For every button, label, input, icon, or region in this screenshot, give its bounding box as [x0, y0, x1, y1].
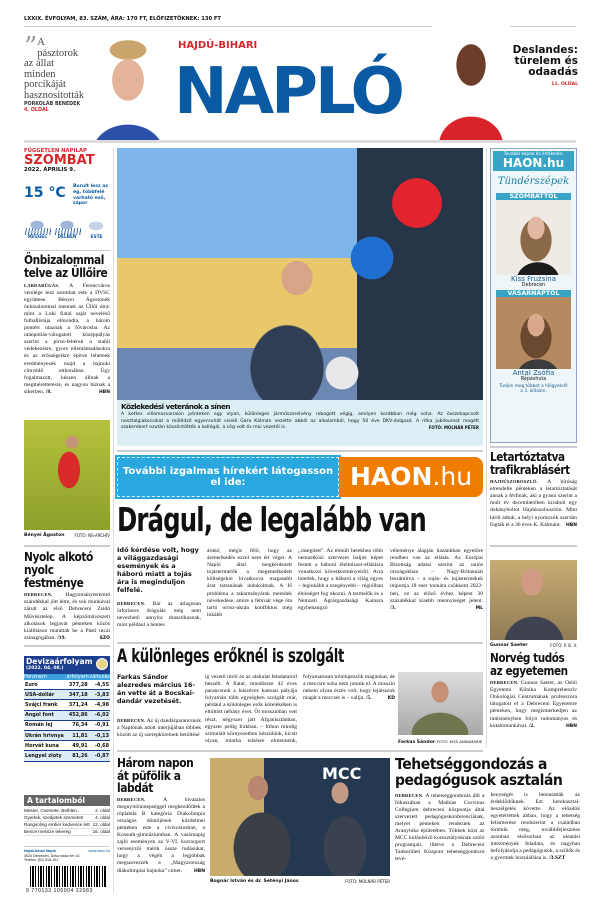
cloud-icon — [83, 217, 110, 235]
lead-body-col: áruké, mégis félő, hogy az áremelkedés ezzel nem ért véget. A Napló által megkérdezett tojástermelők a megemelkedett költségekre hivatkozva magasabb árat tartanának indokoltnak. A fő probléma a takarmányárak meredek növekedése, amire a február vége óta tartó orosz-ukrán konfliktus még inkább — [207, 548, 292, 618]
fx-cell: 81,26 — [72, 752, 88, 759]
contents-title: A tartalomból — [24, 795, 110, 806]
fx-cell: Euró — [25, 681, 38, 688]
date: 2022. ÁPRILIS 9. — [24, 167, 76, 173]
fx-cell: 76,34 — [72, 722, 88, 729]
teaser-headline[interactable]: Deslandes: türelem és odaadás — [512, 44, 578, 78]
promo-sat-label: SZOMBATTÓL — [496, 193, 571, 200]
fx-cell: USA-dollár — [25, 691, 55, 698]
promo-photo-kiss-fruzsina — [496, 200, 571, 275]
lead-headline[interactable]: Drágul, de legalább van — [117, 500, 426, 539]
fx-cell: 49,91 — [72, 742, 88, 749]
main-photo-tram-veteran — [117, 148, 483, 400]
contents-item-page: 4. oldal — [95, 815, 110, 820]
special-standfirst: Farkas Sándor alezredes március 16-án vette át a Bocskai-dandár vezetését. — [117, 674, 196, 705]
fx-row — [24, 690, 110, 700]
rain-cloud-icon — [24, 217, 51, 235]
main-photo-caption-box — [117, 400, 483, 446]
fx-cell: -0,87 — [94, 752, 109, 759]
publisher-address: 4024 Debrecen, Dósa nádor tér 10. — [24, 853, 81, 858]
lead-standfirst: Idő kérdése volt, hogy a világgazdasági események és a háború miatt a tojás ára is meginduljon felfelé. — [117, 546, 199, 594]
masthead-region: HAJDÚ-BIHARI — [178, 40, 258, 51]
article-body: DEBRECEN. Hagyományteremtő szándékkal jött létre, és sok munkával zárult az első Debreceni Zsidó Művésztelep. A képzőművészeti alkotások legjavát pénteken közös kiállításon mutatták be a Pásti utcai zsinagógában. /19. SZO — [24, 592, 110, 641]
coin-icon — [96, 658, 108, 670]
fx-row — [24, 710, 110, 720]
fx-cell: Horvát kuna — [25, 742, 59, 749]
lead-body-col: véleménye alapján hazánkban egyelőre rendben van az ellátás. Az Európai Bizottság adatai szerint az uniós országokban – Nagy-Britanniát leszámítva – a tojás- és tojástermékek importja 18 ezer tonnára csökkent 2022-ben, ez az előző évhez képest 30 százalékkal kisebb mennyiséget jelent. /3. ML — [390, 548, 483, 611]
photo-benyei — [24, 420, 110, 530]
fx-cell: -0,91 — [94, 722, 109, 729]
photo-farkas — [398, 672, 483, 735]
fx-cell: Lengyel zloty — [25, 752, 62, 759]
quote-page[interactable]: 4. OLDAL — [24, 108, 49, 113]
article-talent — [395, 757, 580, 864]
fx-row — [24, 741, 110, 751]
site-link[interactable]: www.haon.hu — [88, 849, 110, 853]
promo-sat-town: Debrecen — [521, 283, 546, 288]
column-header: változás — [89, 674, 110, 680]
contents-item-page: 12. oldal — [92, 822, 110, 827]
fx-cell: 377,28 — [68, 681, 88, 688]
fx-cell: Román lej — [25, 722, 53, 729]
article-body: LABDARÚGÁS. A Ferencváros vendége lesz szombat este a DVSC együttese. Bényei Ágostonék önbizalommal mennek az Üllői útra: mint a Loki fiatal saját nevelésű futballistája elmondta, a három pontért utaznak a fővárosba. Az utánpótlás-válogatott középpályás szerint a piros-fehérek a stabil védekezésre, gyors ellentámadásokra és az erősségeikre építve lehetnek eredményesek majd a bajnoki címvédő otthonában. Úgy fogalmazott, készen állnak a megmérettetésre, és nagyon bíznak a sikerben. /8. HBN — [24, 282, 111, 395]
banner-text: További izgalmas hírekért látogasson el ide: — [117, 457, 339, 497]
masthead-title: NAPLÓ — [174, 55, 402, 129]
fx-cell: -0,68 — [94, 742, 109, 749]
article-body-col: kenységét is bemutatták az érdeklődőknek. Ezt kerekasztal-beszélgetés követte. Az előadók egyetértettek abban, hogy a tehetség felismerése rendszerint a családban történik meg, továbbfejlesztése azonban elsősorban az oktatási intézmények feladata, és nagyban befolyásolja a pedagógusok, a szülők és a gyermek hozzáállása is. /3.SZT — [490, 791, 580, 862]
weather-period — [83, 217, 110, 240]
article-norveg — [490, 652, 577, 730]
fx-table — [24, 674, 110, 762]
weather-period — [54, 217, 81, 240]
haon-banner[interactable] — [117, 457, 483, 497]
column-header: Pénznem — [24, 674, 47, 680]
weather-period-label: REGGEL — [28, 235, 47, 240]
article-nyolc-alkoto — [24, 551, 110, 642]
barcode-number: 9 770133 105004 22083 — [26, 888, 93, 894]
fx-row — [24, 700, 110, 710]
lead-body-col: DEBRECEN. Bár az átlagosan ötforintos drágulás még nem nevezhető annyira drasztikusnak, mint például a hentes — [117, 601, 201, 629]
special-headline[interactable]: A különleges erőknél is szolgált — [117, 645, 344, 667]
promo-sun-town: Répáshuta — [520, 377, 547, 382]
lead-body-col: „rásegített”. Az elmúlt hetekben több nemzetközi szervezet baljós képet festett a háború élelmiszer-ellátásra vonatkozó következményeiről. Arra intettek, hogy a háború a világ egyes – leginkább a szegényebb – régióiban éhínséget fog okozni. A termelők és a Nemzeti Agrárgazdasági Kamara egybehangzó — [298, 548, 383, 611]
weather-forecast — [24, 217, 110, 240]
weather-period — [24, 217, 51, 240]
promo-sun-label: VASÁRNAPTÓL — [496, 290, 571, 297]
fx-cell: -6,02 — [94, 712, 109, 719]
rain-cloud-icon — [54, 217, 81, 235]
photo-caption: Farkas Sándor FOTÓ: KISS ANNAMARIE — [398, 739, 483, 745]
fx-cell: Ukrán hrivnya — [25, 732, 64, 739]
contents-item-title: Rangsoling ember kedvence lett — [24, 822, 90, 827]
contents-item-title: Gyertek, szedjetek szemetet! — [24, 815, 84, 820]
promo-brand: HAON.hu — [502, 156, 565, 170]
photo-caption: Bognár István és dr. Setényi János FOTÓ: MOLNÁR PÉTER — [210, 879, 390, 884]
article-volleyball — [117, 757, 205, 875]
divider — [24, 645, 110, 647]
headline[interactable]: Önbizalommal telve az Üllőire — [24, 252, 108, 280]
fx-date: (2022. 04. 08.) — [26, 666, 64, 671]
photo-caption-text: A kettes villamosvonalon pénteken egy olyan, különleges járműszerelvény robogott végig, amilyen korábban még soha. Az összekapcsolt nosztalgiakocsikat a műlődző egyenruhát viselő Gara Kálmán vezette abból az alkalomból, hogy 50 éve DKV-dolgozó. A ritka jubileumot megélt szakembert ezután köszöntötték a kollégái, a cég volt és mai vezetői is. FOTÓ: MOLNÁR PÉTER — [121, 412, 479, 430]
publisher-phone: Telefon: (52) 518-101 — [24, 858, 59, 863]
article-trafik — [490, 451, 577, 529]
quote-text: A pásztorok az állat minden porcikáját hasznosították — [24, 37, 85, 101]
contents-item-title: Mester, Csemete, Bethlen... — [24, 808, 81, 813]
fx-cell: 371,24 — [68, 701, 88, 708]
headline[interactable]: Letartóztatva trafikrablásért — [490, 450, 570, 477]
contents-item[interactable] — [24, 815, 110, 822]
headline[interactable]: Nyolc alkotó nyolc festménye — [24, 549, 93, 590]
article-body: HAJDÚSZOBOSZLÓ. A bíróság elrendelte pénteken a letartóztatását annak a férfinak, aki a gyanú szerint a múlt év decemberében kirabolt egy dohányboltot Hajdúszoboszlón. Mint hírül adtuk, a helyi nyomozók szerdán fogták el a 36 éves K. Kálmánt. HBN — [490, 479, 577, 528]
temperature: 15 °C — [24, 185, 66, 201]
date-block — [24, 148, 110, 173]
headline[interactable]: Norvég tudós az egyetemen — [490, 651, 568, 678]
fx-cell: -4,98 — [94, 701, 109, 708]
headline[interactable]: Három napon át püfölik a labdát — [117, 756, 194, 796]
quote-author: PORKOLÁB BENEDEK — [24, 102, 81, 107]
promo-script-title: Tündérszépek — [497, 176, 570, 187]
contents-item-page: 2. oldal — [95, 808, 110, 813]
paper-tag: FÜGGETLEN NAPILAP — [24, 148, 87, 154]
fx-header — [24, 656, 110, 674]
issue-line: LXXIX. ÉVFOLYAM, 83. SZÁM, ÁRA: 170 FT, ELŐFIZETŐKNEK: 130 FT — [24, 16, 221, 22]
promo-footer: Tudjon meg többet a hölgyekről a 3. oldalon. — [499, 384, 568, 394]
weekday: SZOMBAT — [24, 153, 95, 168]
photo-caption: Gunnar Saeter FOTÓ: P. B. V. — [490, 643, 577, 648]
teaser-page[interactable]: 11. OLDAL — [551, 82, 578, 87]
contents-item[interactable] — [24, 829, 110, 836]
divider — [117, 750, 483, 752]
divider — [24, 140, 576, 143]
column-divider — [486, 148, 487, 748]
divider — [490, 446, 577, 448]
divider — [117, 450, 483, 452]
contents-item-title: Bence messze tekereg — [24, 829, 71, 834]
fx-cell: Svájci frank — [25, 701, 58, 708]
contents-item-page: 16. oldal — [92, 829, 110, 834]
fx-cell: -4,55 — [94, 681, 109, 688]
divider — [24, 545, 110, 547]
fx-cell: 452,86 — [68, 712, 88, 719]
fx-cell: -0,13 — [94, 732, 109, 739]
divider — [24, 250, 110, 251]
fx-title: Devizaárfolyam — [26, 657, 93, 666]
contents-box — [24, 795, 110, 836]
photo-caption-title: Közlekedési veteránok a sínen — [121, 402, 230, 411]
fx-cell: -3,83 — [94, 691, 109, 698]
promo-sun-name: Antal Zsófia — [512, 369, 555, 377]
promo-box[interactable] — [490, 148, 577, 443]
weather-description: Borult lesz az ég, többfelé várható eső, zápor — [73, 184, 109, 207]
banner-brand: HAON.hu — [339, 457, 483, 497]
article-onbizalom — [24, 254, 110, 396]
special-body-left: DEBRECEN. Az új dandárparancsnok a Naplónak adott interjújában többek között az új szerepköreinek betöltésé — [117, 718, 201, 739]
headline[interactable]: Tehetséggondozás a pedagógusok asztalán — [395, 755, 563, 789]
quote-mark-icon: ” — [24, 32, 38, 62]
fx-header-row — [24, 674, 110, 680]
promo-sat-name: Kiss Fruzsina — [511, 275, 556, 283]
portrait-photo-porkolab — [84, 28, 172, 140]
promo-header — [493, 151, 574, 171]
column-divider — [113, 148, 114, 893]
photo-gunnar-saeter — [490, 560, 577, 640]
promo-photo-antal-zsofia — [496, 297, 571, 369]
fx-row — [24, 720, 110, 730]
contents-item[interactable] — [24, 808, 110, 815]
contents-item[interactable] — [24, 822, 110, 829]
article-body: DEBRECEN. Gunnar Saeter, az Oslói Egyetemi Klinika Komprehenzív Onkológiai Centrumának professzora látogatott el a Debreceni Egyetemre pénteken, hogy megismerkedjen az intézményben folyó tudományos és kutatómunkával. /2. HBN — [490, 680, 577, 729]
divider — [117, 642, 483, 644]
weather-period-label: ESTE — [90, 235, 103, 240]
promo-top: További képek és értékelés: — [503, 152, 564, 157]
photo-caption: Bényei Ágoston FOTÓ: NS-ARCHÍV — [24, 533, 110, 538]
portrait-photo-deslandes — [432, 10, 510, 140]
fx-row — [24, 730, 110, 740]
quote-box — [24, 32, 85, 114]
publisher-footer — [24, 846, 110, 863]
fx-cell: 11,81 — [72, 732, 88, 739]
mcc-logo: MCC — [322, 764, 362, 783]
fx-row — [24, 751, 110, 761]
divider — [490, 545, 577, 547]
column-header: árfolyam — [66, 674, 89, 680]
article-body-col: DEBRECEN. A tehetséggondozás állt a fókuszában a Mathias Corvinus Collegium debreceni központja által szervezett pedagóguskonferenciának, melyet pénteken rendeztek az Aranybika épületében. Többek közt az MCC különböző korosztályoknak szóló programjait, illetve a Debreceni Tankerületi Központ tehetséggondozó tevé- — [395, 792, 485, 863]
special-body: ig vezető útról és az alakulat feladatairól beszélt. A fiatal, mindössze 42 éves parancsnok a húszéves katonai pályája folyamán több egységben szolgált már, például a különleges erők kötelékében is eltöltött néhány évet. Öt misszióban vett részt, négyszer járt Afganisztánban, egyszer pedig Irakban. – Itthon mindig szimulált környezetben készülünk, kicsit olyan, mintha edzésre elmennénk, folyamatosan tréningezzük magunkat, de a meccsre soha nem jutunk el. A misszió nekem olyan érzés volt, hogy lejátsszuk magát a meccset is – vallja. /5. KD — [205, 674, 395, 744]
fx-row — [24, 680, 110, 690]
weather-period-label: DÉLBEN — [57, 235, 77, 240]
photo-mcc-panel — [210, 758, 390, 876]
fx-cell: 347,18 — [68, 691, 88, 698]
fx-cell: Angol font — [25, 712, 54, 719]
publisher-name: Hajdú-bihari Napló — [24, 849, 56, 853]
article-body: DEBRECEN. A hivatalos megnyitóünnepséggel megkezdődtek a röplabda B kategória Diákolimpia országos döntőjének küzdelmei pénteken este a cívisvárosban, a Kossuth-gimnáziumban. A vasárnapig zajló eseményen az V-VI. korcsoport versenyzői mérik össze tudásukat, hogy a végén a legjobbak megszerezzék a „Magyarország diákolimpiai bajnoka” címet. HBN — [117, 796, 205, 874]
barcode — [30, 866, 106, 887]
fx-table-box — [24, 656, 110, 762]
